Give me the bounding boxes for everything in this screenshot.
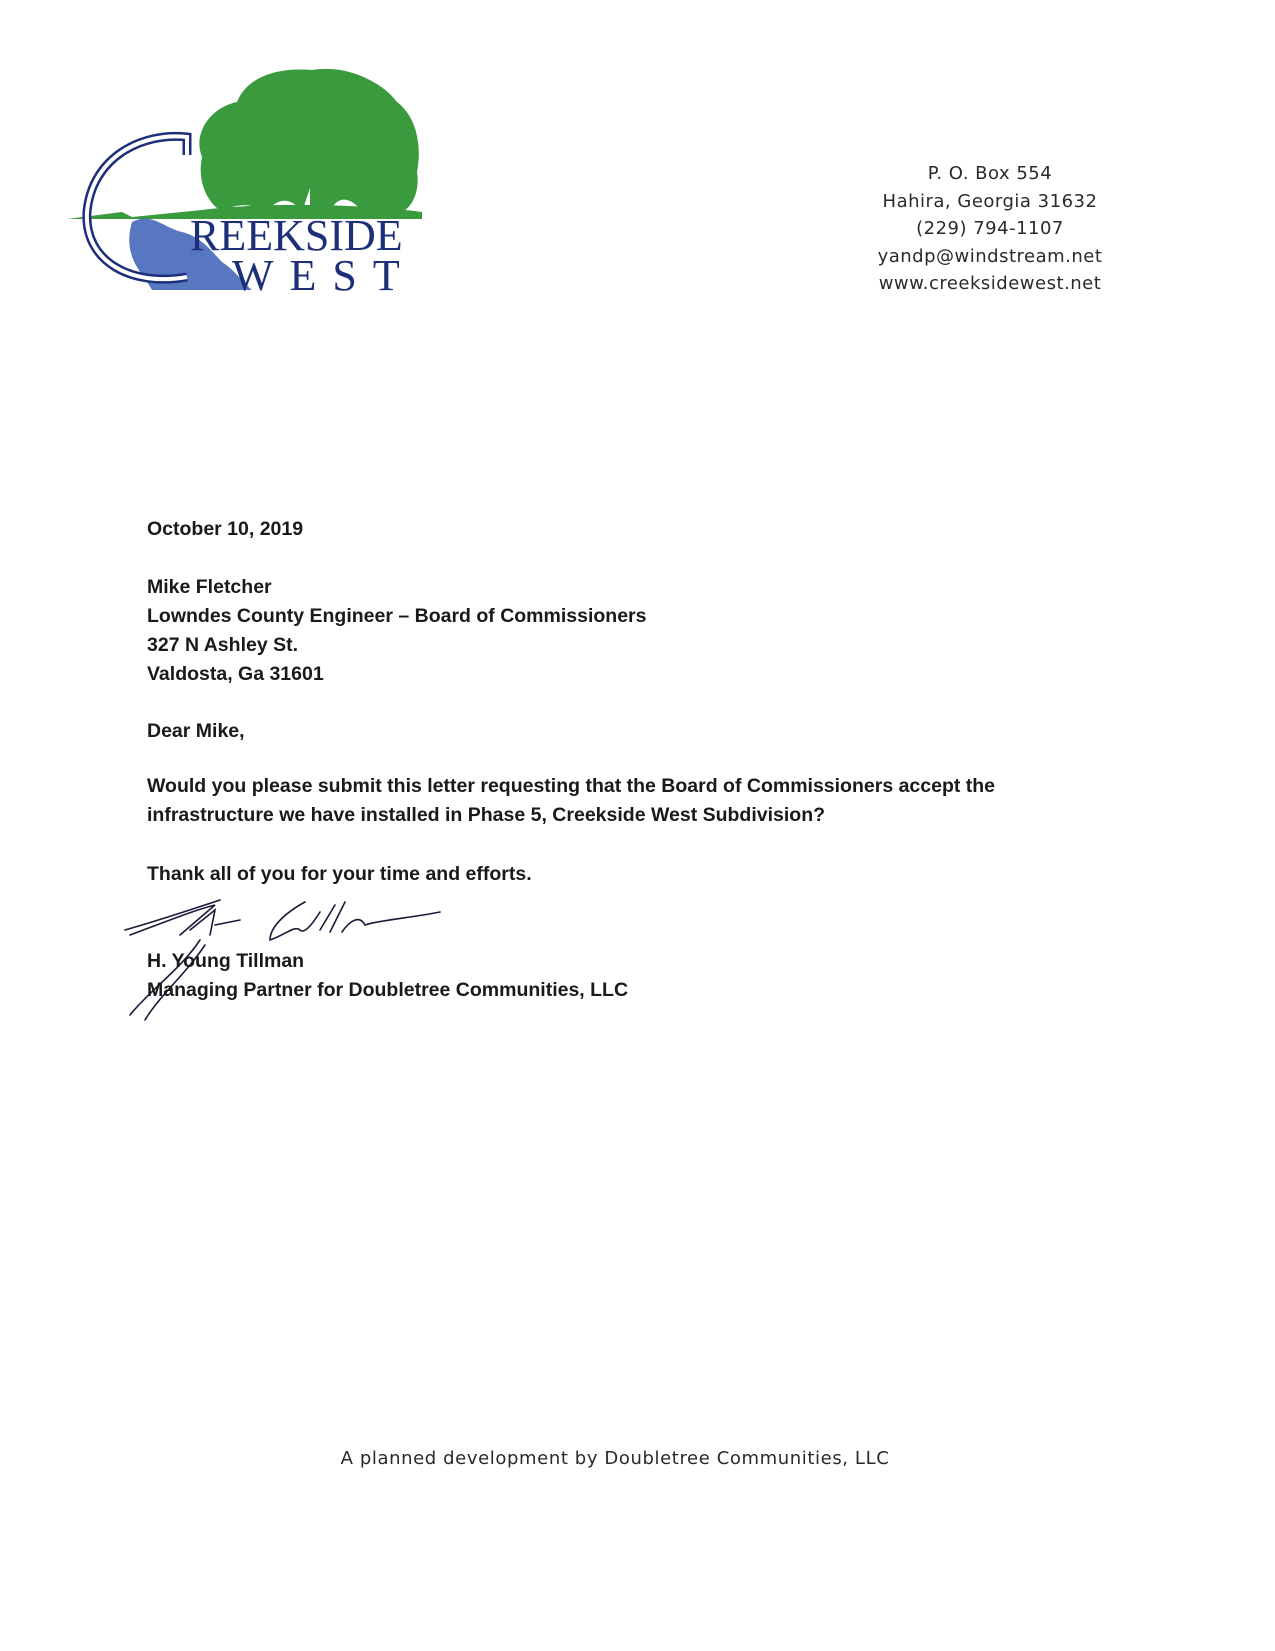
closing: Thank all of you for your time and efforts.: [147, 863, 532, 885]
letter-date: [147, 515, 303, 544]
recipient-city: Valdosta, Ga 31601: [147, 663, 324, 685]
address-po-box: P. O. Box 554: [927, 163, 1053, 184]
address-phone: (229) 794-1107: [916, 218, 1064, 239]
body-line-2: infrastructure we have installed in Phase 5, Creekside West Subdivision?: [147, 804, 826, 826]
letterhead-address: [840, 160, 1140, 298]
signer-name: H. Young Tillman: [147, 950, 305, 972]
footer-tagline: A planned development by Doubletree Communities, LLC: [340, 1448, 890, 1469]
logo-word-west: WEST: [232, 251, 416, 297]
address-email: yandp@windstream.net: [877, 245, 1103, 267]
recipient-title: Lowndes County Engineer – Board of Commissioners: [147, 605, 647, 627]
logo-word-creekside: REEKSIDE: [190, 211, 403, 260]
recipient-street: 327 N Ashley St.: [147, 634, 299, 656]
signer-title: Managing Partner for Doubletree Communities, LLC: [147, 979, 629, 1001]
creekside-west-logo: [62, 62, 432, 297]
body-line-1: Would you please submit this letter requesting that the Board of Commissioners accept the: [147, 775, 996, 797]
date-text: October 10, 2019: [147, 518, 304, 540]
letter-body: [147, 772, 995, 830]
salutation: Dear Mike,: [147, 720, 245, 742]
address-website: www.creeksidewest.net: [878, 273, 1102, 294]
recipient-block: [147, 573, 647, 689]
signature-block: [147, 947, 628, 1005]
recipient-name: Mike Fletcher: [147, 576, 272, 598]
address-city: Hahira, Georgia 31632: [882, 190, 1098, 212]
